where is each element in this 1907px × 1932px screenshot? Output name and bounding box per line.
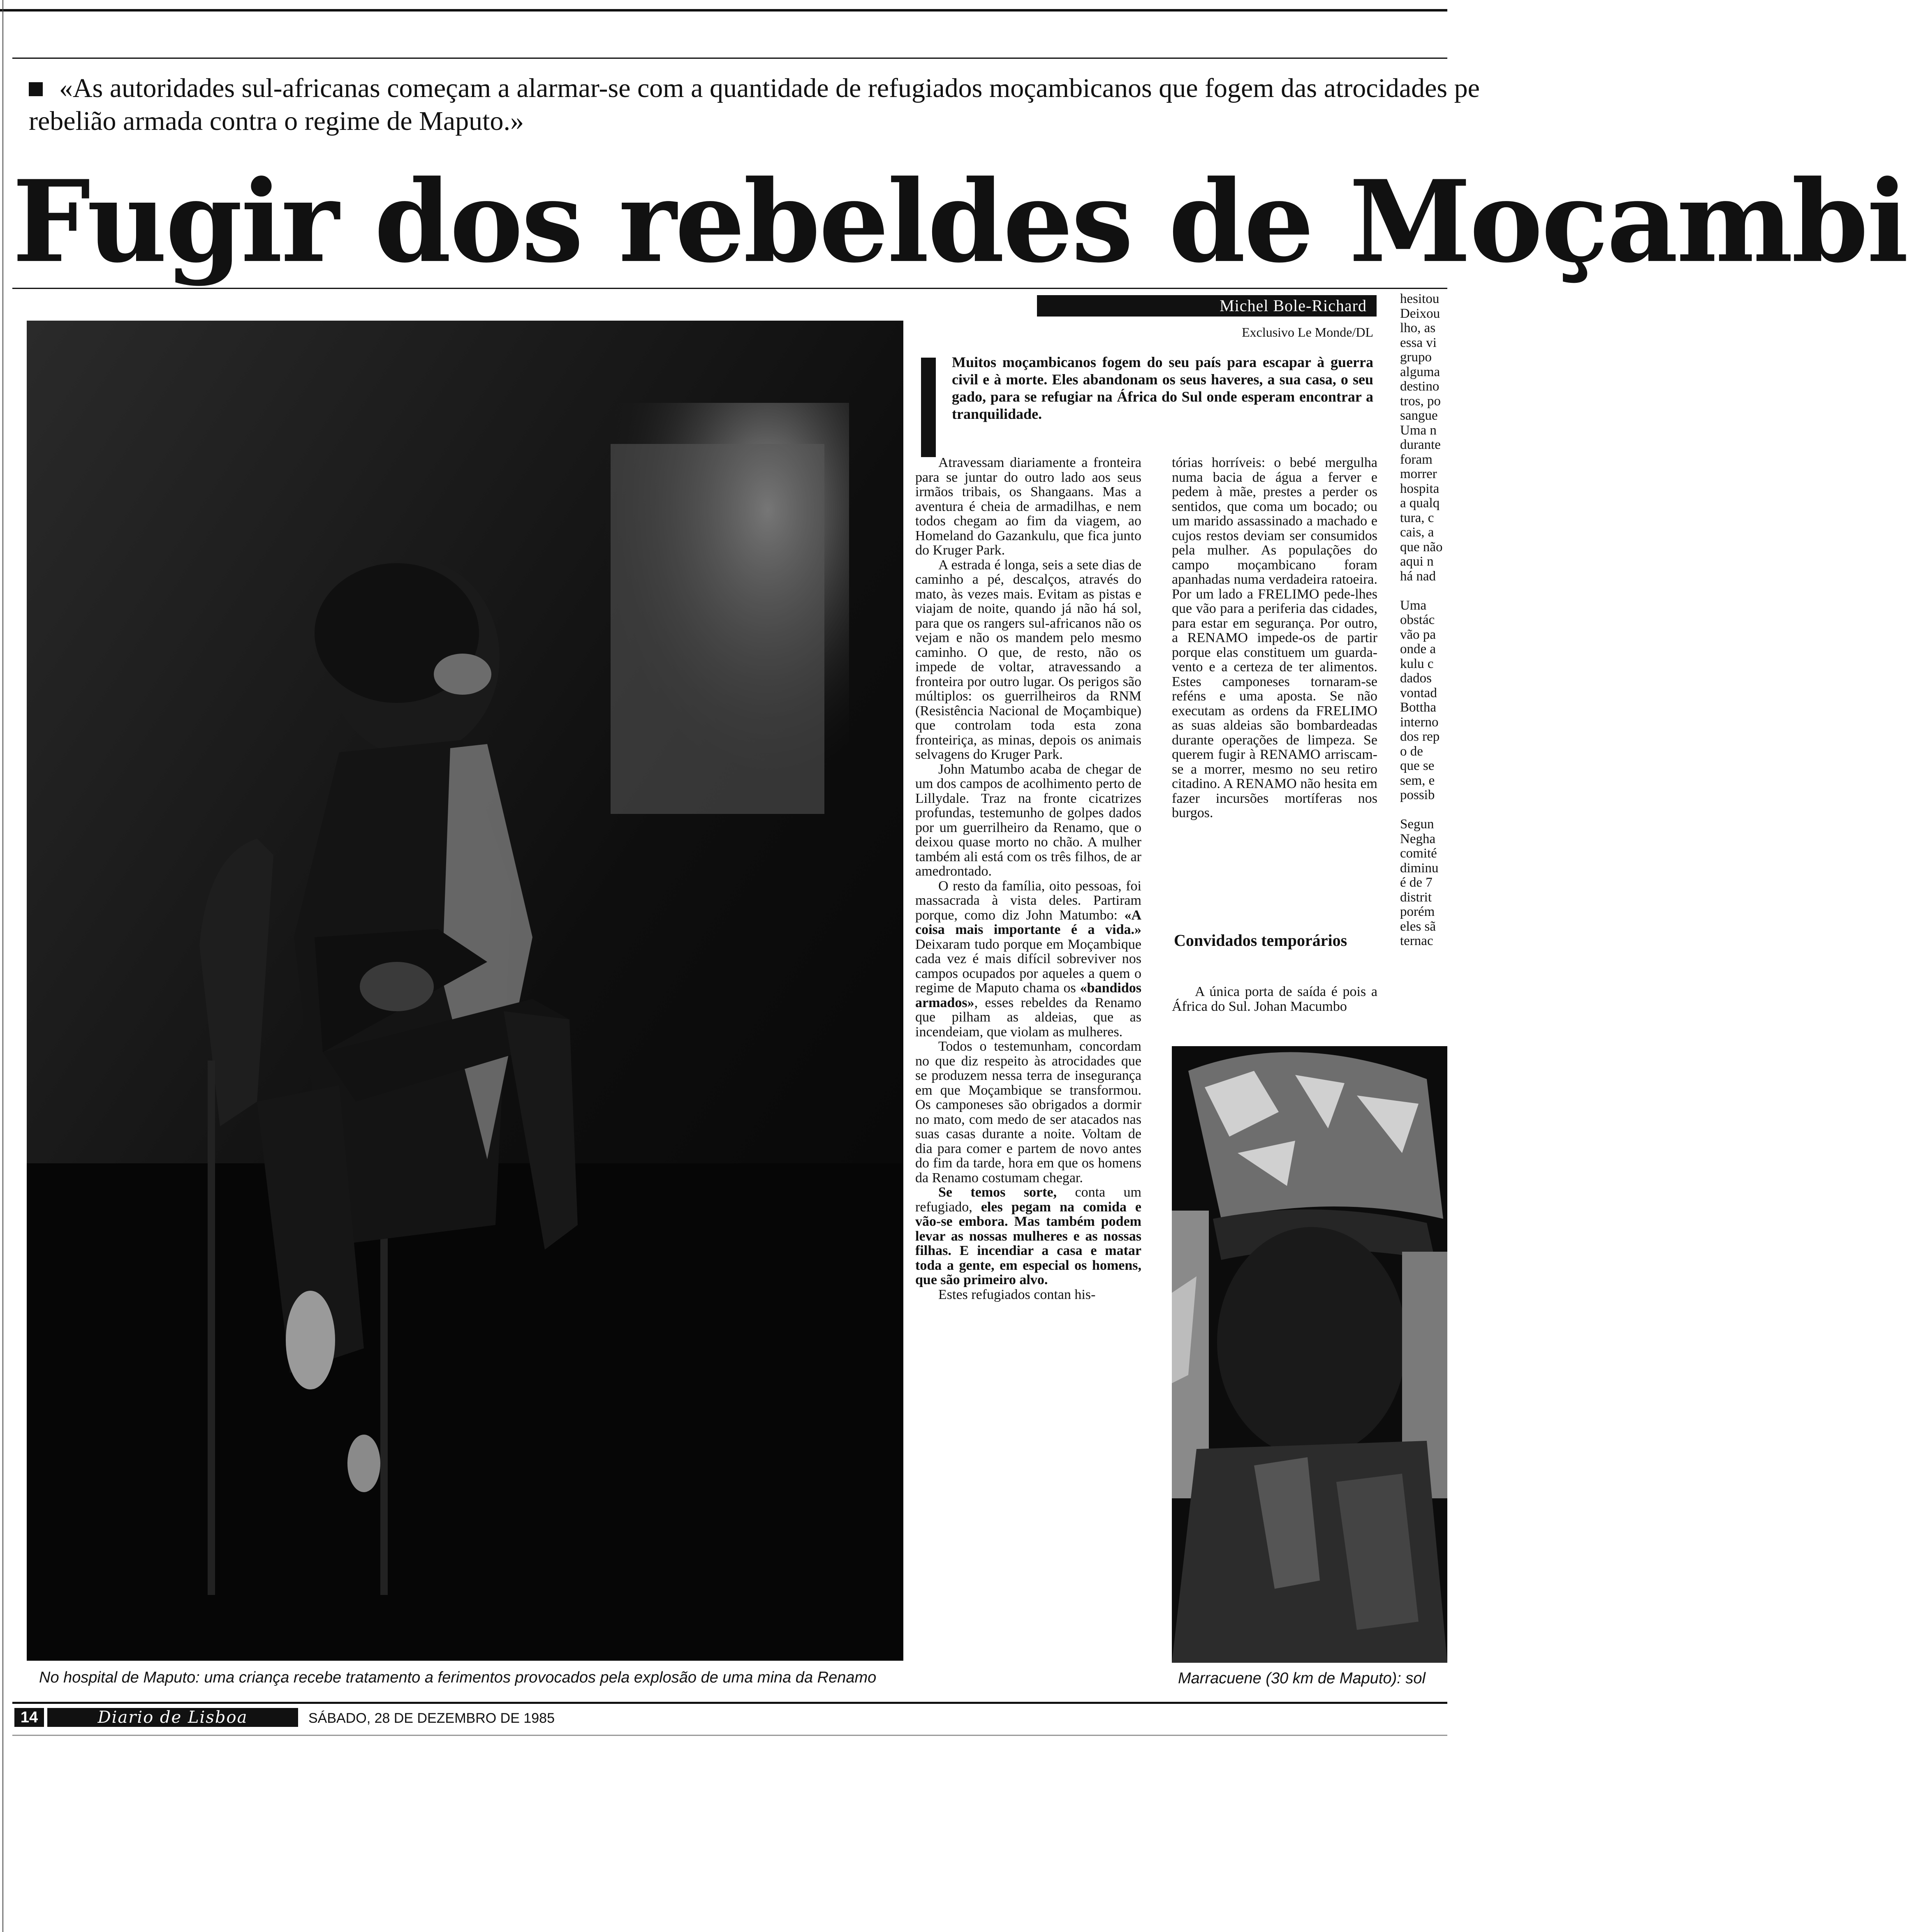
- cutoff-line: foram: [1400, 452, 1433, 467]
- cutoff-line: destino: [1400, 379, 1440, 394]
- cutoff-line: aqui n: [1400, 554, 1434, 569]
- main-photo-caption: No hospital de Maputo: uma criança recebe tratamento a ferimentos provocados pela explosão de uma mina da Renamo: [39, 1669, 877, 1686]
- paragraph: Estes refugiados contan his-: [938, 1287, 1096, 1302]
- cutoff-line: cais, a: [1400, 525, 1434, 540]
- cutoff-line: que se: [1400, 758, 1435, 773]
- intro-drop-bar: [921, 358, 936, 457]
- cutoff-line: [1400, 584, 1447, 599]
- cutoff-line: Bottha: [1400, 700, 1436, 715]
- cutoff-line: tura, c: [1400, 510, 1434, 525]
- cutoff-line: eles sã: [1400, 919, 1436, 934]
- cutoff-line: lho, as: [1400, 321, 1436, 335]
- second-photo-caption: Marracuene (30 km de Maputo): sol: [1178, 1670, 1426, 1687]
- cutoff-line: o de: [1400, 744, 1423, 759]
- cutoff-line: Segun: [1400, 817, 1434, 832]
- top-rule: [0, 9, 1447, 12]
- cutoff-line: dos rep: [1400, 729, 1440, 744]
- paragraph: A estrada é longa, seis a sete dias de caminho a pé, descalços, através do mato, às vezes mais. Evitam as pistas e viajam de noite, quando já não há sol, para que os rangers sul-africanos não os vejam e não os mandem pelo mesmo caminho. O que, de resto, não os impede de voltar, atravessando a fronteira por outro lugar. Os perigos são múltiplos: os guerrilheiros da RNM (Resistência Nacional de Moçambique) que controlam toda esta zona fronteiriça, as minas, depois os animais selvagens do Kruger Park.: [915, 557, 1141, 762]
- cutoff-line: hesitou: [1400, 291, 1440, 306]
- cutoff-line: durante: [1400, 437, 1441, 452]
- quote-bold: Se temos sorte,: [938, 1185, 1057, 1200]
- cutoff-line: a qualq: [1400, 496, 1440, 511]
- quote-bold: eles pegam na comida e vão-se embora. Mas também podem levar as nossas mulheres e as nossas filhas. E incendiar a casa e matar toda a gente, em especial os homens, que são primeiro alvo.: [915, 1199, 1141, 1287]
- page-number: 14: [14, 1708, 44, 1727]
- bottom-rule-thin: [12, 1735, 1447, 1736]
- top-rule-thin: [12, 58, 1447, 59]
- cutoff-line: sem, e: [1400, 773, 1435, 788]
- cutoff-line: diminu: [1400, 860, 1439, 876]
- cutoff-line: interno: [1400, 714, 1439, 730]
- cutoff-line: obstác: [1400, 612, 1435, 627]
- text-run: , esses rebeldes da Renamo que pilham as aldeias, que as incendeiam, que violam as mulheres.: [915, 995, 1141, 1040]
- newspaper-masthead-logo: Diario de Lisboa: [47, 1708, 298, 1727]
- photo-illustration: [1172, 1046, 1447, 1663]
- section-subhead: Convidados temporários: [1174, 931, 1347, 950]
- paragraph: Todos o testemunham, concordam no que diz respeito às atrocidades que se produzem nessa terra de insegurança em que Moçambique se transformou. Os camponeses são obrigados a dormir no mato, com medo de ser atacados nas suas casas durante a noite. Voltam de dia para comer e partem de novo antes do fim da tarde, hora em que os homens da Renamo costumam chegar.: [915, 1039, 1141, 1186]
- byline-author: Michel Bole-Richard: [1037, 295, 1377, 317]
- quote-bold: «A coisa mais importante é a vida.»: [915, 907, 1141, 937]
- paragraph: Atravessam diariamente a fronteira para se juntar do outro lado aos seus irmãos tribais, os Shangaans. Mas a aventura é cheia de armadilhas, e nem todos chegam ao fim da viagem, ao Homeland do Gazankulu, que fica junto do Kruger Park.: [915, 455, 1141, 558]
- paragraph: tórias horríveis: o bebé mergulha numa bacia de água a ferver e pedem à mãe, prestes a perder os sentidos, que coma um bocado; ou um marido assassinado a machado e cujos restos deviam ser consumidos pela mulher. As populações do campo moçambicano foram apanhadas numa verdadeira ratoeira. Por um lado a FRELIMO pede-lhes que vão para a periferia das cidades, para estar em segurança. Por outro, a RENAMO impede-os de partir porque elas constituem um guarda-vento e a certeza de ter alimentos. Estes camponeses tornaram-se reféns e uma aposta. Se não executam as ordens da FRELIMO as suas aldeias são bombardeadas durante operações de limpeza. Se querem fugir à RENAMO arriscam-se a morrer, mesmo no seu retiro citadino. A RENAMO não hesita em fazer incursões mortíferas nos burgos.: [1172, 455, 1377, 820]
- cutoff-line: há nad: [1400, 569, 1436, 584]
- bottom-rule: [12, 1702, 1447, 1704]
- cutoff-line: onde a: [1400, 642, 1436, 656]
- cutoff-line: sangue: [1400, 408, 1438, 423]
- text-run: O resto da família, oito pessoas, foi massacrada à vista deles. Partiram porque, como diz John Matumbo:: [915, 878, 1141, 923]
- soldier-photo: [1172, 1046, 1447, 1663]
- cutoff-line: Negha: [1400, 831, 1436, 846]
- lead-text: [29, 72, 1480, 138]
- paragraph: [915, 1185, 1141, 1287]
- cutoff-line: Deixou: [1400, 306, 1440, 321]
- intro-text: Muitos moçambicanos fogem do seu país para escapar à guerra civil e à morte. Eles abandonam os seus haveres, a sua casa, o seu gado, para se refugiar na África do Sul onde esperam encontrar a tranquilidade.: [952, 354, 1373, 422]
- cutoff-line: essa vi: [1400, 335, 1437, 350]
- headline: Fugir dos rebeldes de Moçambi: [12, 155, 1907, 288]
- cutoff-line: Uma: [1400, 598, 1427, 613]
- cutoff-line: hospita: [1400, 481, 1440, 496]
- article-column-1: [915, 455, 1141, 1302]
- text-run: Deixaram tudo porque em Moçambique cada vez é mais difícil sobreviver nos campos ocupados por aqueles a quem o regime de Maputo chama os: [915, 936, 1141, 996]
- paragraph: John Matumbo acaba de chegar de um dos campos de acolhimento perto de Lillydale. Traz na fronte cicatrizes profundas, testemunho de golpes dados por um guerrilheiro da Renamo, que o deixou quase morto no chão. A mulher também ali está com os três filhos, de ar amedrontado.: [915, 761, 1141, 879]
- cutoff-line: alguma: [1400, 364, 1440, 379]
- paragraph: A única porta de saída é pois a África do Sul. Johan Macumbo: [1172, 984, 1377, 1014]
- text-run: conta um refugiado,: [915, 1185, 1141, 1215]
- cutoff-line: dados: [1400, 671, 1432, 686]
- article-column-2-continued: [1172, 984, 1377, 1014]
- cutoff-line: distrit: [1400, 890, 1432, 905]
- lead-line-2: rebelião armada contra o regime de Maputo.»: [29, 106, 524, 136]
- cutoff-line: possib: [1400, 788, 1435, 802]
- cutoff-line: porém: [1400, 904, 1435, 919]
- cutoff-line: morrer: [1400, 467, 1437, 481]
- article-column-2: [1172, 455, 1377, 820]
- cutoff-line: que não: [1400, 539, 1443, 555]
- cutoff-line: vão pa: [1400, 627, 1436, 642]
- publication-date: SÁBADO, 28 DE DEZEMBRO DE 1985: [308, 1710, 555, 1726]
- intro-standfirst: [921, 354, 1373, 423]
- cutoff-line: ternac: [1400, 934, 1433, 948]
- cutoff-line: vontad: [1400, 685, 1437, 700]
- cutoff-line: kulu c: [1400, 656, 1434, 671]
- cutoff-line: grupo: [1400, 350, 1432, 365]
- paragraph: [915, 879, 1141, 1040]
- headline-rule: [12, 288, 1447, 289]
- cutoff-column: [1400, 292, 1447, 949]
- cutoff-line: Uma n: [1400, 423, 1437, 438]
- bullet-square-icon: [29, 82, 43, 96]
- byline-credit: Exclusivo Le Monde/DL: [1242, 325, 1373, 340]
- quote-bold: «bandidos armados»: [915, 980, 1141, 1010]
- hospital-child-photo: [27, 321, 903, 1661]
- cutoff-line: tros, po: [1400, 393, 1441, 409]
- cutoff-line: comité: [1400, 846, 1437, 861]
- left-edge-line: [2, 0, 3, 1932]
- cutoff-line: é de 7: [1400, 875, 1433, 890]
- cutoff-line: [1400, 803, 1447, 818]
- photo-illustration: [27, 321, 903, 1661]
- lead-line-1: «As autoridades sul-africanas começam a alarmar-se com a quantidade de refugiados moçambicanos que fogem das atrocidades pe: [59, 73, 1480, 103]
